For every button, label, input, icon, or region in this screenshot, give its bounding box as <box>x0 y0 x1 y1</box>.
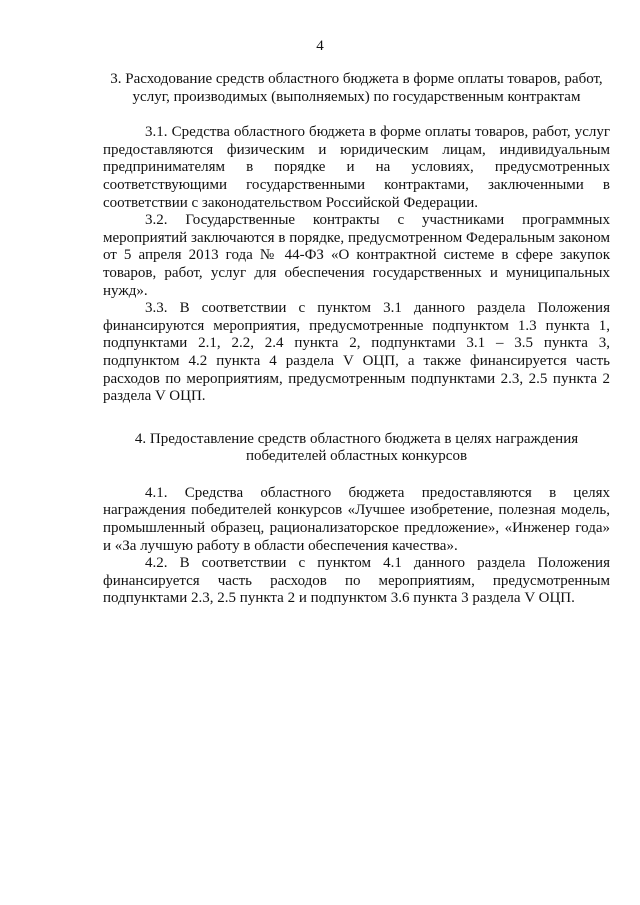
section-3-heading-line-1: 3. Расходование средств областного бюджета в форме оплаты товаров, работ, <box>110 71 603 87</box>
section-3-heading-line-2: услуг, производимых (выполняемых) по государственным контрактам <box>132 88 581 105</box>
document-body <box>103 71 610 608</box>
section-4-heading <box>103 431 610 466</box>
section-4-heading-line-2: победителей областных конкурсов <box>245 448 468 465</box>
section-3-heading <box>103 71 610 106</box>
paragraph-3-1: 3.1. Средства областного бюджета в форме оплаты товаров, работ, услуг предоставляются физическим и юридическим лицам, индивидуальным предпринимателям в порядке и на условиях, предусмотренных соответствующими государственными контрактами, заключенными в соответствии с законодательством Российской Федерации. <box>103 124 610 211</box>
paragraph-4-2: 4.2. В соответствии с пунктом 4.1 данного раздела Положения финансируется часть расходов по мероприятиям, предусмотренным подпунктами 2.3, 2.5 пункта 2 и подпунктом 3.6 пункта 3 раздела V ОЦП. <box>103 555 610 607</box>
page-number: 4 <box>316 38 324 54</box>
paragraph-3-3: 3.3. В соответствии с пунктом 3.1 данного раздела Положения финансируются мероприятия, предусмотренные подпунктом 1.3 пункта 1, подпунктами 2.1, 2.2, 2.4 пункта 2, подпунктами 3.1 – 3.5 пункта 3, подпунктом 4.2 пункта 4 раздела V ОЦП, а также финансируется часть расходов по мероприятиям, предусмотренным подпунктами 2.3, 2.5 пункта 2 раздела V ОЦП. <box>103 300 610 405</box>
paragraph-4-1: 4.1. Средства областного бюджета предоставляются в целях награждения победителей конкурсов «Лучшее изобретение, полезная модель, промышленный образец, рационализаторское предложение», «Инженер года» и «За лучшую работу в области обеспечения качества». <box>103 484 610 554</box>
section-4-heading-line-1: 4. Предоставление средств областного бюджета в целях награждения <box>134 430 579 447</box>
paragraph-3-2: 3.2. Государственные контракты с участниками программных мероприятий заключаются в порядке, предусмотренном Федеральным законом от 5 апреля 2013 года № 44-ФЗ «О контрактной системе в сфере закупок товаров, работ, услуг для обеспечения государственных и муниципальных нужд». <box>103 212 610 299</box>
